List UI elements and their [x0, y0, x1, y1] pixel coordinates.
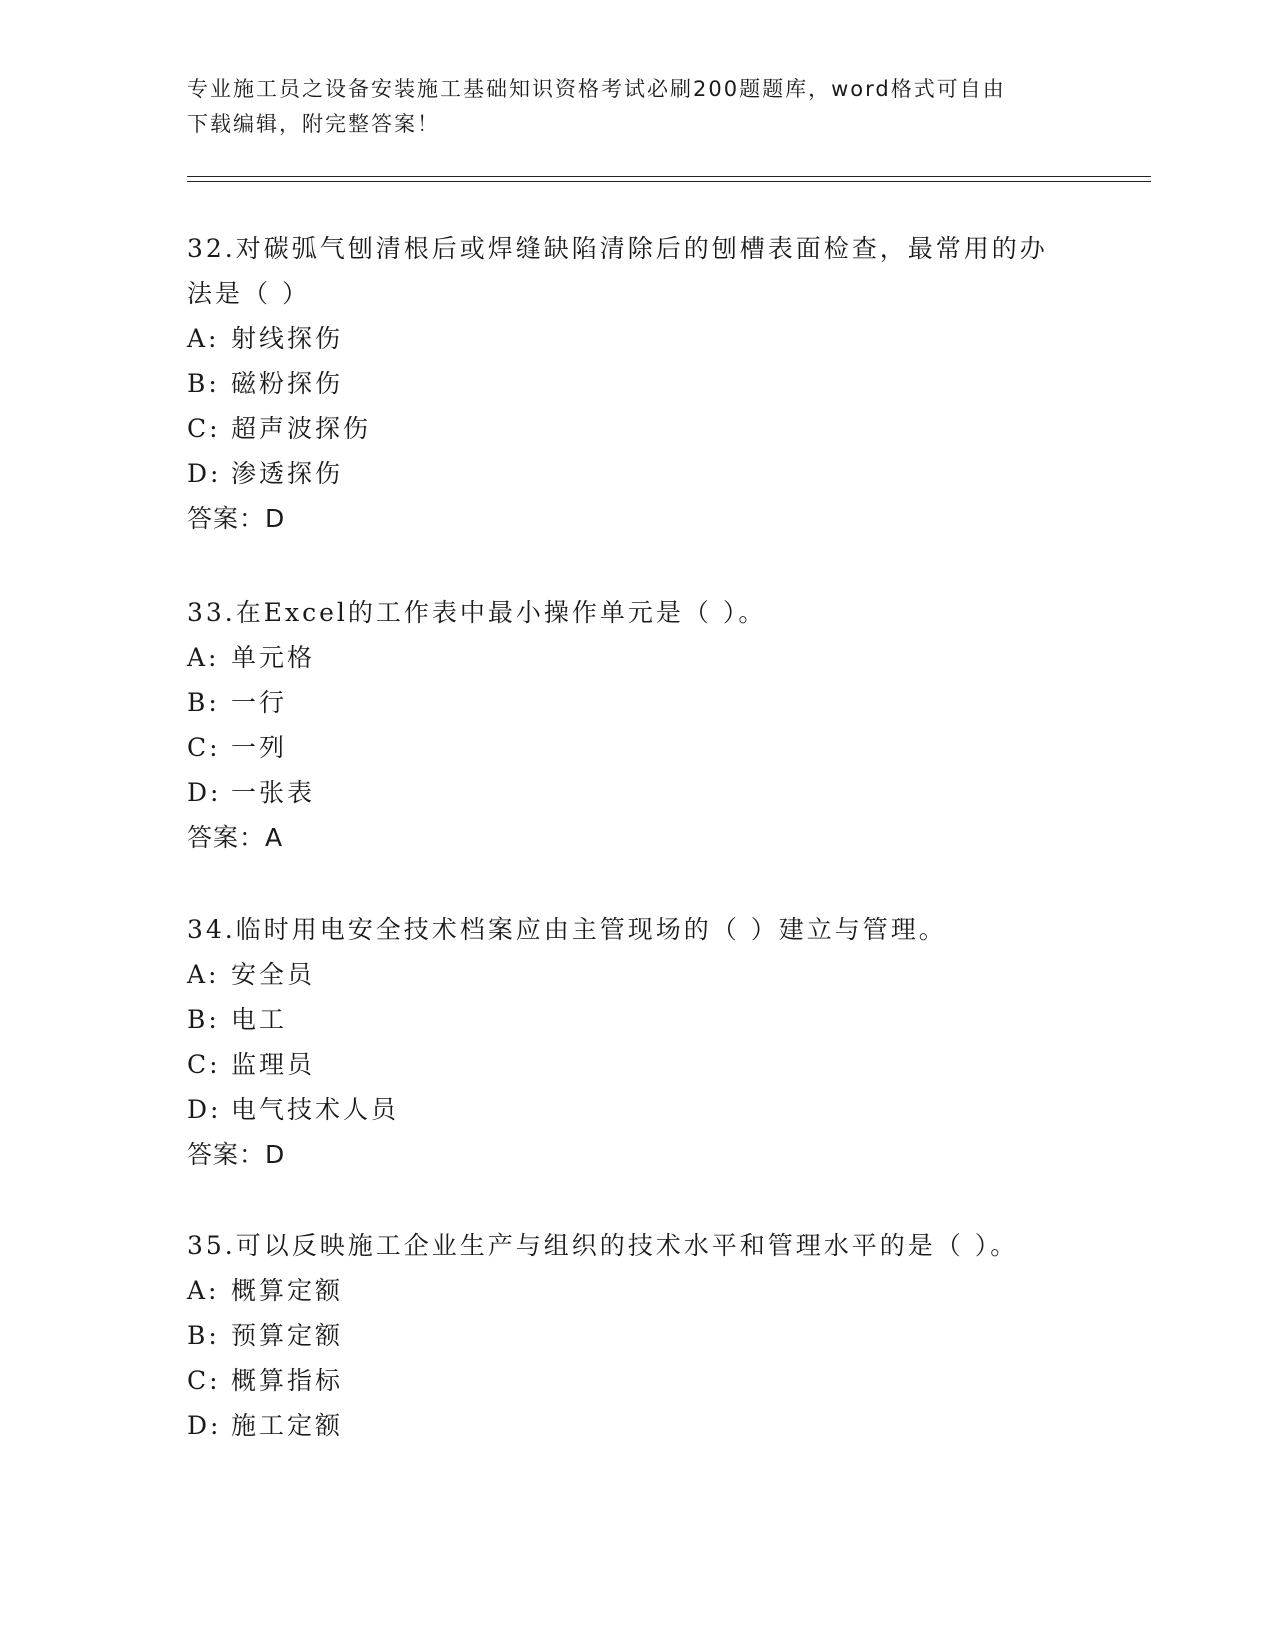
option-text: 监理员 — [231, 1050, 316, 1079]
option-letter: A: — [187, 960, 220, 989]
option-b — [187, 361, 1087, 406]
option-text: 概算定额 — [231, 1276, 344, 1305]
option-letter: A: — [187, 1276, 220, 1305]
option-letter: C: — [187, 733, 221, 762]
option-letter: B: — [187, 1005, 220, 1034]
option-a — [187, 316, 1087, 361]
option-text: 电气技术人员 — [231, 1095, 400, 1124]
option-letter: A: — [187, 643, 220, 672]
question-stem: 34.临时用电安全技术档案应由主管现场的（ ）建立与管理。 — [187, 915, 947, 944]
option-d — [187, 1403, 1087, 1448]
option-letter: A: — [187, 324, 220, 353]
option-letter: D: — [187, 1095, 222, 1124]
question-34 — [187, 907, 1087, 1177]
header-divider-top — [187, 176, 1151, 177]
question-stem: 35.可以反映施工企业生产与组织的技术水平和管理水平的是（ ）。 — [187, 1231, 1019, 1260]
option-text: 概算指标 — [231, 1366, 344, 1395]
option-text: 一列 — [231, 733, 288, 762]
option-text: 单元格 — [231, 643, 316, 672]
option-b — [187, 1313, 1087, 1358]
option-text: 磁粉探伤 — [231, 369, 344, 398]
answer-line: 答案：D — [187, 1140, 286, 1169]
option-letter: B: — [187, 369, 220, 398]
option-c — [187, 406, 1087, 451]
option-d — [187, 770, 1087, 815]
option-text: 电工 — [231, 1005, 288, 1034]
option-letter: D: — [187, 778, 222, 807]
option-letter: B: — [187, 1321, 220, 1350]
question-33 — [187, 590, 1087, 860]
option-letter: C: — [187, 414, 221, 443]
option-text: 一行 — [231, 688, 288, 717]
header-line-2: 下载编辑，附完整答案！ — [187, 112, 440, 136]
option-text: 安全员 — [231, 960, 316, 989]
option-text: 一张表 — [231, 778, 316, 807]
answer-line: 答案：A — [187, 823, 284, 852]
option-a — [187, 1268, 1087, 1313]
option-letter: D: — [187, 1411, 222, 1440]
option-text: 超声波探伤 — [231, 414, 372, 443]
option-a — [187, 635, 1087, 680]
option-text: 施工定额 — [231, 1411, 344, 1440]
question-35 — [187, 1223, 1087, 1448]
option-letter: C: — [187, 1050, 221, 1079]
question-stem: 33.在Excel的工作表中最小操作单元是（ ）。 — [187, 598, 767, 627]
header-divider-bottom — [187, 181, 1151, 182]
option-b — [187, 680, 1087, 725]
document-header — [187, 72, 1087, 142]
option-a — [187, 952, 1087, 997]
option-d — [187, 451, 1087, 496]
option-letter: C: — [187, 1366, 221, 1395]
answer-line: 答案：D — [187, 504, 286, 533]
question-32 — [187, 226, 1087, 541]
question-stem-continued: 法是（ ） — [187, 279, 310, 308]
option-text: 渗透探伤 — [231, 459, 344, 488]
question-stem: 32.对碳弧气刨清根后或焊缝缺陷清除后的刨槽表面检查，最常用的办 — [187, 234, 1048, 263]
option-b — [187, 997, 1087, 1042]
option-text: 射线探伤 — [231, 324, 344, 353]
option-c — [187, 725, 1087, 770]
option-letter: D: — [187, 459, 222, 488]
option-d — [187, 1087, 1087, 1132]
option-letter: B: — [187, 688, 220, 717]
header-line-1: 专业施工员之设备安装施工基础知识资格考试必刷200题题库，word格式可自由 — [187, 77, 1006, 101]
option-c — [187, 1358, 1087, 1403]
option-text: 预算定额 — [231, 1321, 344, 1350]
option-c — [187, 1042, 1087, 1087]
